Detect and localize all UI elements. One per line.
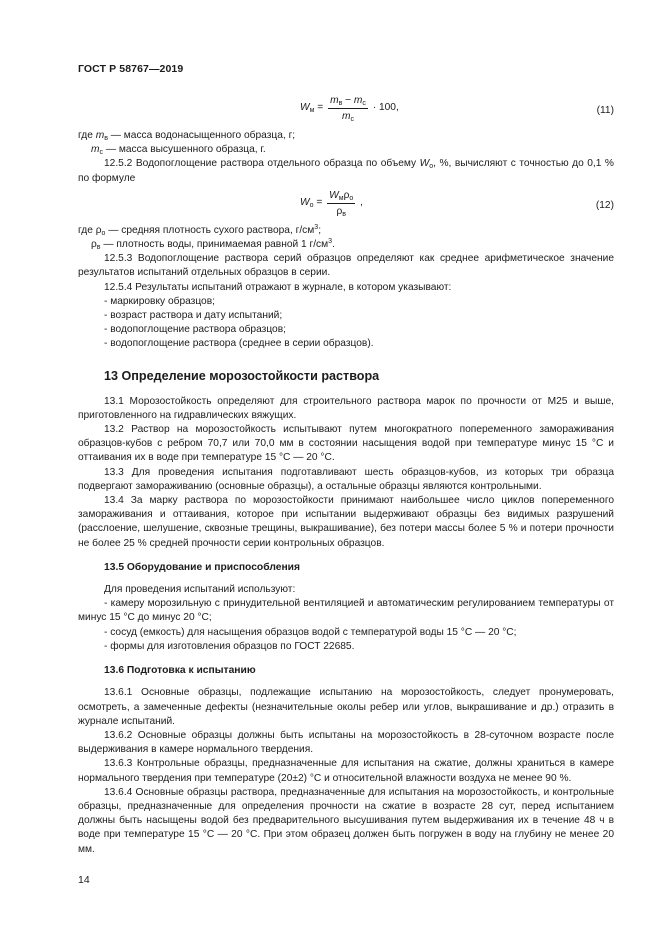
paragraph-12-5-2: 12.5.2 Водопоглощение раствора отдельного образца по объему $W_о$, %, вычисляют с точностью до 0,1 % по формуле — [78, 158, 614, 184]
list-item: - водопоглощение раствора образцов; — [104, 324, 286, 336]
paragraph-13-6-2: 13.6.2 Основные образцы должны быть испытаны на морозостойкость в 28-суточном возрасте после выдерживания в камере нормального твердения. — [78, 729, 614, 756]
page-number: 14 — [78, 874, 90, 886]
paragraph-13-6-4: 13.6.4 Основные образцы раствора, предназначенные для испытания на морозостойкость, и контрольные образцы, предназначенные для определения прочности на сжатие в возрасте 28 сут, перед испытанием должны быть насыщены водой без предварительного высушивания путем выдерживания их в течение 48 ч в воде при температуре 15 °С — 20 °С. При этом образец должен быть погружен в воду на глубину не менее 20 мм. — [78, 786, 614, 855]
formula-12-where-1: где $\rho_о$ — средняя плотность сухого раствора, $г/см^3$; — [78, 223, 322, 237]
section-13-5-heading: 13.5 Оборудование и приспособления — [104, 561, 301, 573]
formula-11-number: (11) — [596, 105, 614, 116]
formula-11-lhs: $W_м$ = — [300, 102, 324, 115]
paragraph-13-2: 13.2 Раствор на морозостойкость испытывают путем многократного попеременного замораживания образцов-кубов с ребром 70,7 или 70,0 мм в состоянии насыщения водой при температуре минус 15 °С и оттаивания их в воде при температуре 15 °С — 20 °С. — [78, 424, 614, 464]
formula-11-expression — [300, 94, 399, 123]
standard-header: ГОСТ Р 58767—2019 — [78, 63, 184, 75]
formula-11-where-1: где $m_в$ — масса водонасыщенного образца, г; — [78, 130, 296, 142]
formula-11-numerator: $m_в - m_с$ — [330, 95, 366, 107]
list-item: - формы для изготовления образцов по ГОСТ 22685. — [104, 640, 355, 652]
list-item: - камеру морозильную с принудительной вентиляцией и автоматическим регулированием температуры от минус 15 °С до минус 20 °С; — [78, 598, 614, 624]
paragraph-13-6-3: 13.6.3 Контрольные образцы, предназначенные для испытания на сжатие, должны храниться в камере нормального твердения при температуре (20±2) °С и относительной влажности воздуха не менее 90 %. — [78, 758, 614, 784]
formula-12-number: (12) — [595, 199, 614, 211]
paragraph-13-3: 13.3 Для проведения испытания подготавливают шесть образцов-кубов, из которых три образца подвергают замораживанию (основные образцы), а остальные образцы являются контрольными. — [78, 466, 614, 492]
paragraph-12-5-4: 12.5.4 Результаты испытаний отражают в журнале, в котором указывают: — [104, 281, 452, 293]
paragraph-13-4: 13.4 За марку раствора по морозостойкости принимают наибольшее число циклов попеременного замораживания и оттаивания, которое при испытании выдерживают образцы без видимых разрушений (расслоение, шелушение, сквозные трещины, выкрашивание), без потери массы более 5 % и потери прочности не более 25 % средней прочности серии контрольных образцов. — [78, 495, 614, 549]
formula-12-lhs: $W_о$ = — [300, 197, 323, 210]
formula-12 — [78, 189, 614, 223]
paragraph-13-6-1: 13.6.1 Основные образцы, подлежащие испытанию на морозостойкость, следует пронумеровать, осмотреть, а замеченные дефекты (незначительные околы ребер или углов, выкрашивание и др.) отразить в журнале испытаний. — [78, 687, 614, 727]
section-13-heading: 13 Определение морозостойкости раствора — [104, 368, 380, 383]
list-item: - возраст раствора и дату испытаний; — [104, 310, 283, 322]
formula-11 — [78, 94, 614, 128]
formula-12-fraction — [327, 189, 355, 218]
paragraph-13-1: 13.1 Морозостойкость определяют для строительного раствора марок по прочности от М25 и выше, приготовленного на гидравлических вяжущих. — [78, 395, 614, 421]
formula-11-fraction — [328, 94, 368, 123]
page-content — [78, 94, 614, 857]
formula-11-denominator: $m_с$ — [341, 111, 354, 123]
formula-11-multiplier: · 100, — [372, 102, 399, 114]
formula-12-tail: , — [360, 197, 363, 209]
paragraph-12-5-3: 12.5.3 Водопоглощение раствора серий образцов определяют как среднее арифметическое значение результатов испытаний отдельных образцов в серии. — [78, 253, 614, 279]
section-13-6-heading: 13.6 Подготовка к испытанию — [104, 665, 256, 677]
formula-12-denominator: $\rho_в$ — [336, 205, 346, 218]
formula-12-numerator: $W_м\rho_о$ — [329, 189, 354, 202]
formula-12-expression — [300, 189, 363, 218]
paragraph-13-5-intro: Для проведения испытаний используют: — [104, 584, 296, 596]
list-item: - водопоглощение раствора (среднее в серии образцов). — [104, 338, 374, 350]
list-item: - сосуд (емкость) для насыщения образцов водой с температурой воды 15 °С — 20 °С; — [104, 626, 517, 638]
formula-12-where-2: $\rho_в$ — плотность воды, принимаемая равной 1 $г/см^3$. — [91, 238, 335, 252]
formula-11-where-2: $m_с$ — масса высушенного образца, г. — [91, 144, 266, 157]
list-item: - маркировку образцов; — [104, 295, 215, 307]
